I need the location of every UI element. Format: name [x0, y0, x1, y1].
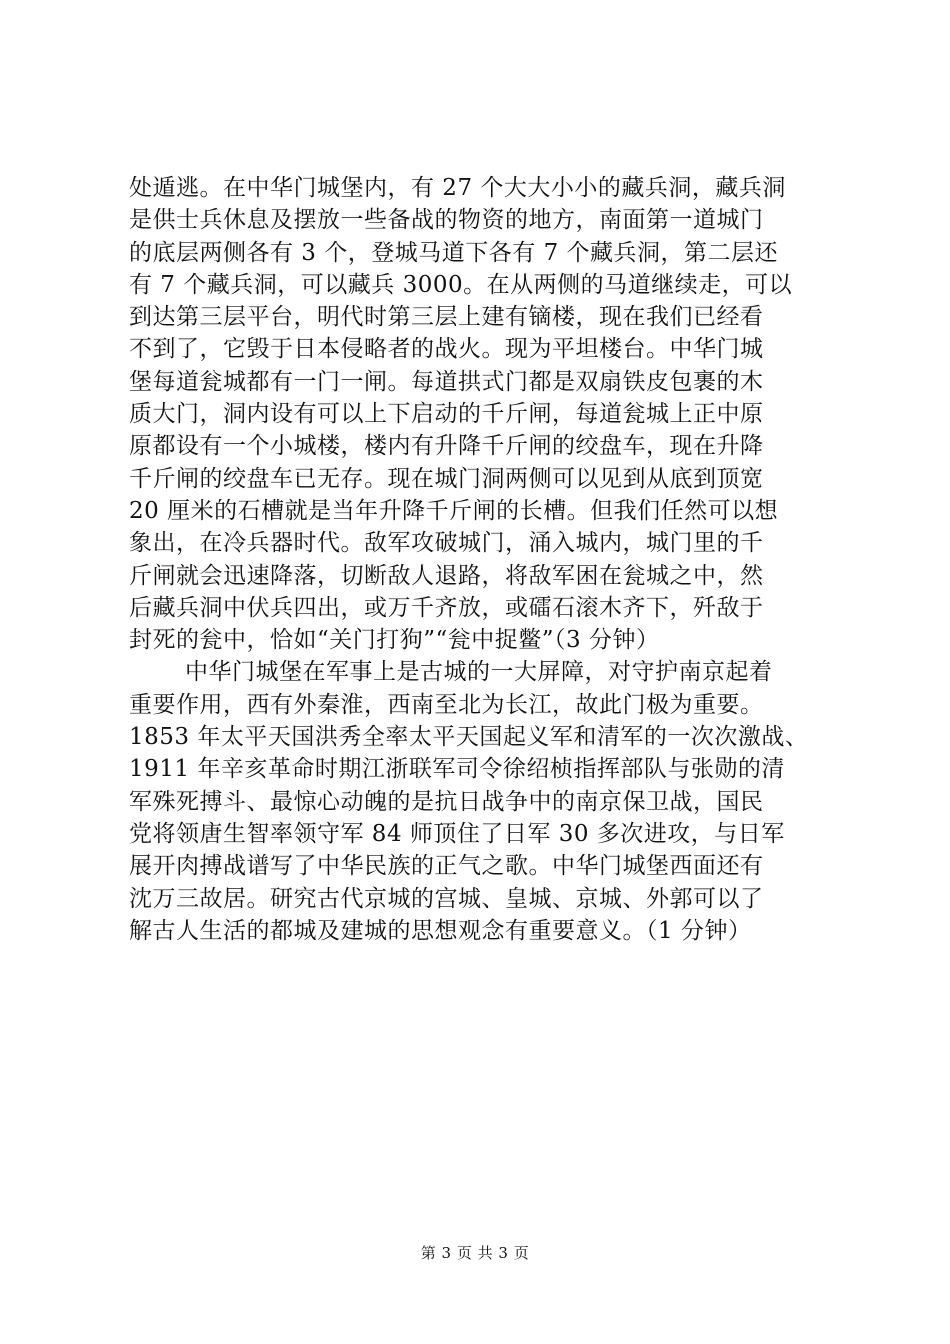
- text-line: 堡每道瓮城都有一门一闸。每道拱式门都是双扇铁皮包裹的木: [129, 368, 764, 395]
- paragraph-first-line: 中华门城堡在军事上是古城的一大屏障，对守护南京起着: [185, 659, 773, 686]
- text-line: 不到了，它毁于日本侵略者的战火。现为平坦楼台。中华门城: [129, 336, 764, 363]
- text-line: 党将领唐生智率领守军 84 师顶住了日军 30 多次进攻，与日军: [129, 820, 785, 847]
- text-line: 千斤闸的绞盘车已无存。现在城门洞两侧可以见到从底到顶宽: [129, 465, 764, 492]
- text-line: 有 7 个藏兵洞，可以藏兵 3000。在从两侧的马道继续走，可以: [129, 271, 793, 298]
- text-line: 原都设有一个小城楼，楼内有升降千斤闸的绞盘车，现在升降: [129, 433, 764, 460]
- text-line: 是供士兵休息及摆放一些备战的物资的地方，南面第一道城门: [129, 207, 764, 234]
- text-line: 展开肉搏战谱写了中华民族的正气之歌。中华门城堡西面还有: [129, 853, 764, 880]
- text-line: 1911 年辛亥革命时期江浙联军司令徐绍桢指挥部队与张勋的清: [129, 756, 785, 783]
- text-line: 重要作用，西有外秦淮，西南至北为长江，故此门极为重要。: [129, 691, 764, 718]
- text-line: 质大门，洞内设有可以上下启动的千斤闸，每道瓮城上正中原: [129, 401, 764, 428]
- body-text: [129, 172, 849, 947]
- text-line: 沈万三故居。研究古代京城的宫城、皇城、京城、外郭可以了: [129, 885, 764, 912]
- text-line: 解古人生活的都城及建城的思想观念有重要意义。（1 分钟）: [129, 917, 752, 944]
- text-line: 封死的瓮中，恰如“关门打狗”“瓮中捉鳖”（3 分钟）: [129, 627, 660, 654]
- page-number: 第 3 页 共 3 页: [420, 1244, 530, 1262]
- text-line: 到达第三层平台，明代时第三层上建有镝楼，现在我们已经看: [129, 304, 764, 331]
- text-line: 的底层两侧各有 3 个，登城马道下各有 7 个藏兵洞，第二层还: [129, 239, 779, 266]
- text-line: 后藏兵洞中伏兵四出，或万千齐放，或礌石滚木齐下，歼敌于: [129, 594, 764, 621]
- text-line: 1853 年太平天国洪秀全率太平天国起义军和清军的一次次激战、: [129, 724, 809, 751]
- text-line: 象出，在冷兵器时代。敌军攻破城门，涌入城内，城门里的千: [129, 530, 764, 557]
- text-line: 处遁逃。在中华门城堡内，有 27 个大大小小的藏兵洞，藏兵洞: [129, 175, 786, 201]
- text-line: 20 厘米的石槽就是当年升降千斤闸的长槽。但我们任然可以想: [129, 497, 779, 524]
- text-line: 军殊死搏斗、最惊心动魄的是抗日战争中的南京保卫战，国民: [129, 788, 764, 815]
- text-line: 斤闸就会迅速降落，切断敌人退路，将敌军困在瓮城之中，然: [129, 562, 764, 589]
